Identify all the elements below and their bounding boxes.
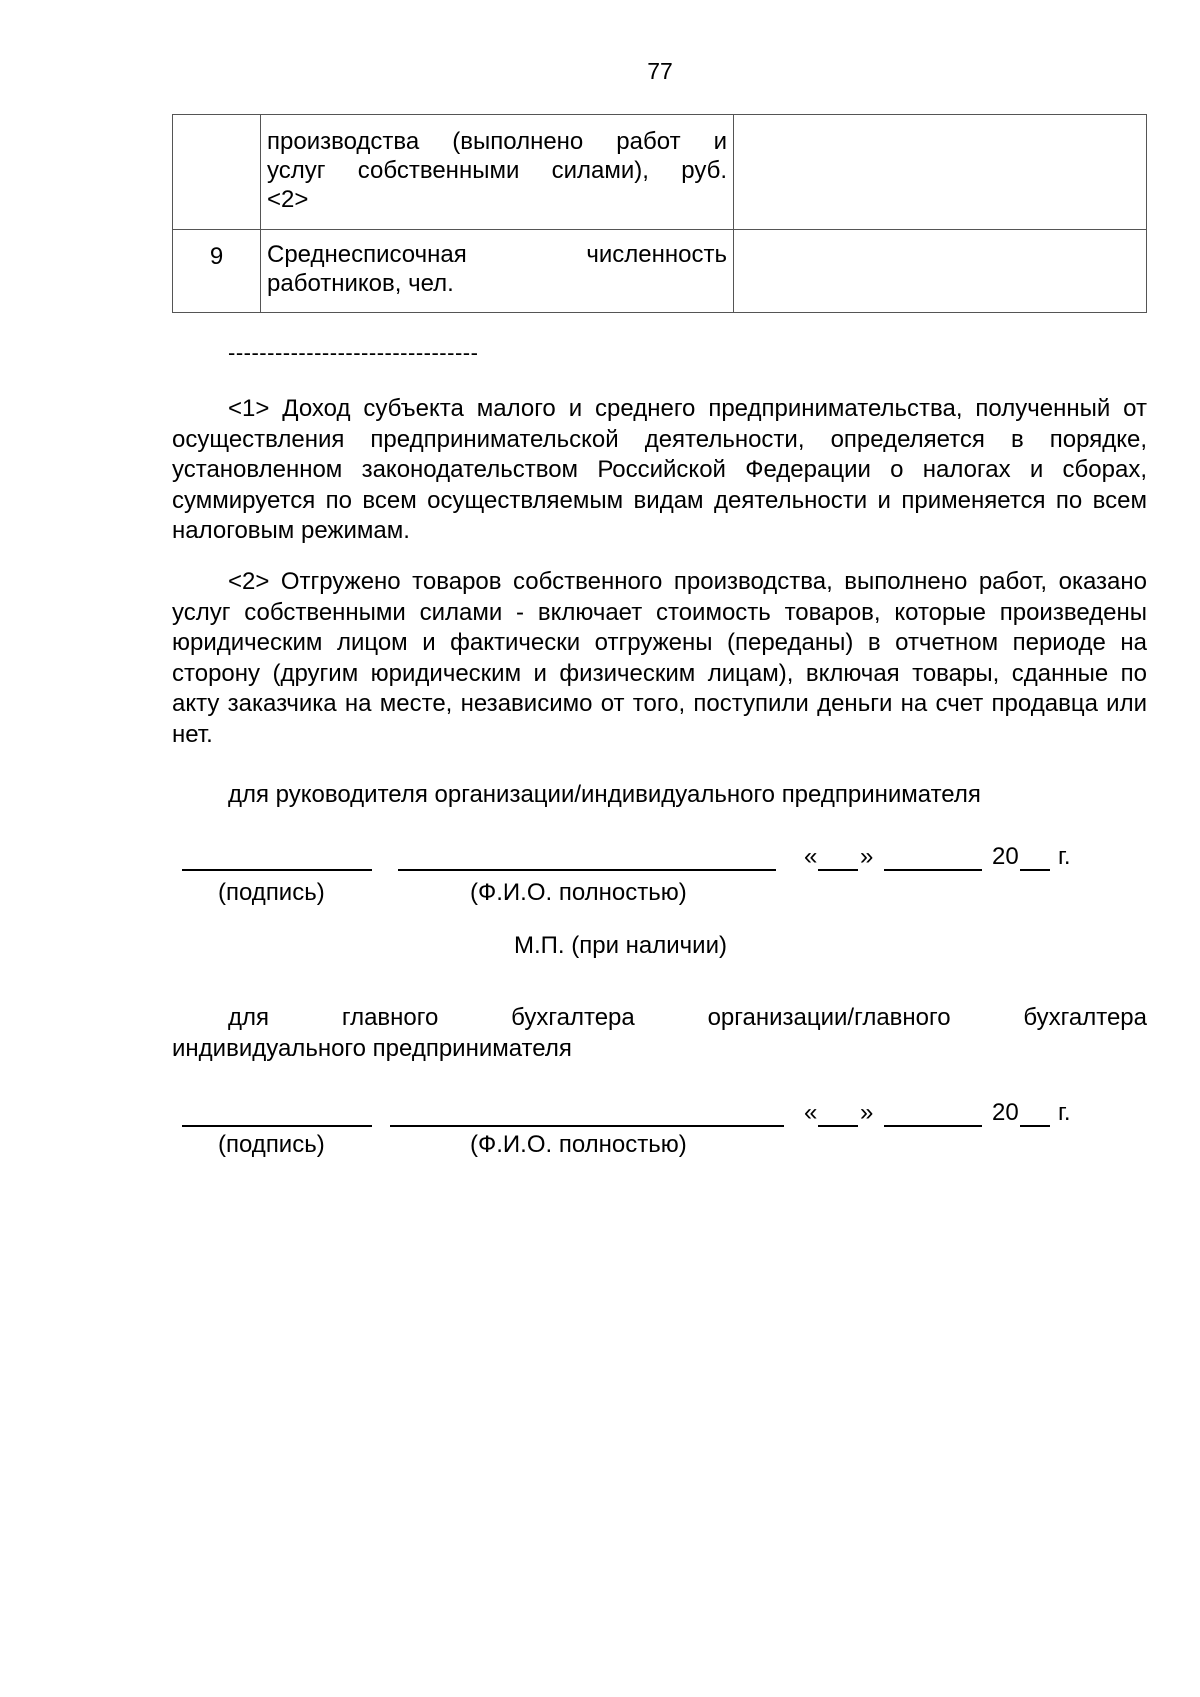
row-name-cell: [261, 230, 734, 313]
head-year-line[interactable]: [1020, 869, 1050, 871]
row-name-line: Среднесписочная численность: [267, 241, 727, 268]
accountant-date-close-quote: »: [860, 1099, 874, 1126]
head-date-month-line[interactable]: [884, 869, 982, 871]
table-row: [173, 115, 1147, 230]
row-number-cell: [173, 115, 261, 230]
head-name-caption: (Ф.И.О. полностью): [470, 879, 687, 906]
accountant-heading-line: для главного бухгалтера организации/главного бухгалтера: [228, 1004, 1147, 1031]
footnote-separator: --------------------------------: [228, 340, 479, 365]
row-name-line: услуг собственными силами), руб.: [267, 157, 727, 184]
head-year-prefix: 20: [992, 843, 1019, 870]
accountant-year-line[interactable]: [1020, 1125, 1050, 1127]
head-date-day-line[interactable]: [818, 869, 858, 871]
accountant-year-prefix: 20: [992, 1099, 1019, 1126]
stamp-note: М.П. (при наличии): [514, 932, 727, 959]
footnote-2: <2> Отгружено товаров собственного производства, выполнено работ, оказано услуг собственными силами - включает стоимость товаров, которые произведены юридическим лицом и фактически отгружены (переданы) в отчетном периоде на сторону (другим юридическим и физическим лицам), включая товары, сданные по акту заказчика на месте, независимо от того, поступили деньги на счет продавца или нет.: [172, 568, 1147, 748]
row-name-line: производства (выполнено работ и: [267, 128, 727, 155]
head-date-open-quote: «: [804, 843, 818, 870]
accountant-heading-line: индивидуального предпринимателя: [172, 1034, 572, 1062]
row-value-cell: [734, 230, 1147, 313]
indicators-table: [172, 114, 1147, 313]
row-value-cell: [734, 115, 1147, 230]
head-signature-caption: (подпись): [218, 879, 325, 906]
accountant-date-open-quote: «: [804, 1099, 818, 1126]
head-date-close-quote: »: [860, 843, 874, 870]
row-number-cell: 9: [173, 230, 261, 313]
page-number: 77: [647, 58, 673, 84]
head-name-line[interactable]: [398, 869, 776, 871]
accountant-name-caption: (Ф.И.О. полностью): [470, 1131, 687, 1158]
accountant-date-month-line[interactable]: [884, 1125, 982, 1127]
head-signature-line[interactable]: [182, 869, 372, 871]
footnote-1: <1> Доход субъекта малого и среднего предпринимательства, полученный от осуществления предпринимательской деятельности, определяется в порядке, установленном законодательством Российской Федерации о налогах и сборах, суммируется по всем осуществляемым видам деятельности и применяется по всем налоговым режимам.: [172, 395, 1147, 544]
head-section-heading: для руководителя организации/индивидуального предпринимателя: [228, 781, 981, 808]
accountant-name-line[interactable]: [390, 1125, 784, 1127]
accountant-date-day-line[interactable]: [818, 1125, 858, 1127]
accountant-year-suffix: г.: [1058, 1099, 1071, 1126]
row-name-line: <2>: [267, 186, 309, 213]
row-name-cell: [261, 115, 734, 230]
head-year-suffix: г.: [1058, 843, 1071, 870]
accountant-signature-line[interactable]: [182, 1125, 372, 1127]
table-row: [173, 230, 1147, 313]
accountant-section-heading: [172, 1003, 1147, 1064]
row-name-line: работников, чел.: [267, 270, 454, 297]
accountant-signature-caption: (подпись): [218, 1131, 325, 1158]
